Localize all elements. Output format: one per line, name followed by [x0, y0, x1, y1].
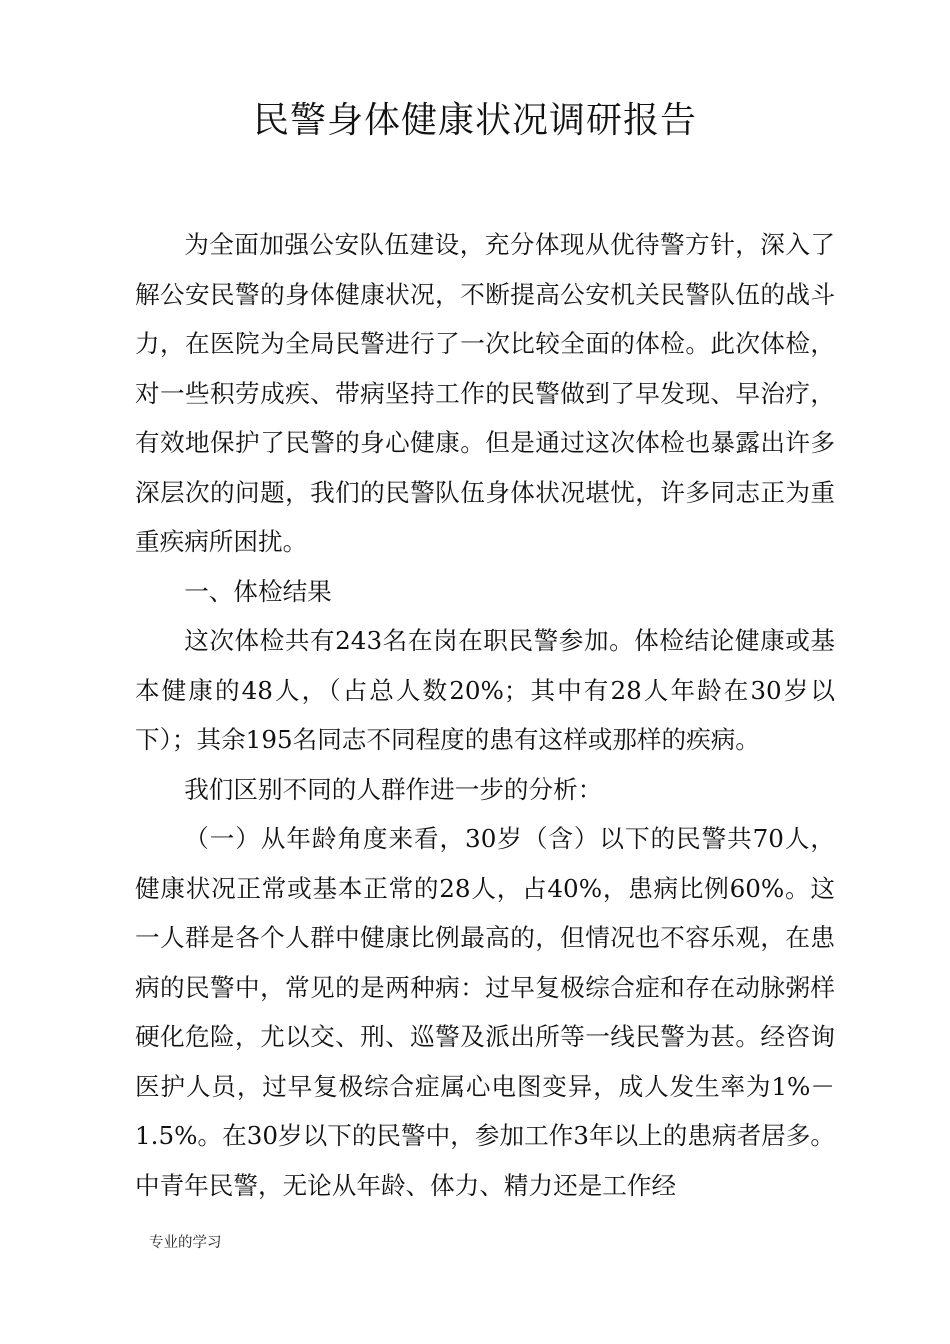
- section-heading-results: 一、体检结果: [184, 576, 332, 606]
- paragraph-results: 这次体检共有243名在岗在职民警参加。体检结论健康或基本健康的48人，（占总人数20%；其中有28人年龄在30岁以下）；其余195名同志不同程度的患有这样或那样的疾病。: [135, 626, 835, 754]
- page-footer: 专业的学习: [149, 1235, 222, 1251]
- paragraph-age-analysis: （一）从年龄角度来看，30岁（含）以下的民警共70人，健康状况正常或基本正常的28人，占40%，患病比例60%。这一人群是各个人群中健康比例最高的，但情况也不容乐观，在患病的民警中，常见的是两种病：过早复极综合症和存在动脉粥样硬化危险，尤以交、刑、巡警及派出所等一线民警为甚。经咨询医护人员，过早复极综合症属心电图变异，成人发生率为1%－1.5%。在30岁以下的民警中，参加工作3年以上的患病者居多。中青年民警，无论从年龄、体力、精力还是工作经: [135, 824, 835, 1200]
- paragraph-analysis-intro: 我们区别不同的人群作进一步的分析：: [184, 774, 603, 804]
- document-title: 民警身体健康状况调研报告: [252, 100, 697, 141]
- paragraph-intro: 为全面加强公安队伍建设，充分体现从优待警方针，深入了解公安民警的身体健康状况，不断提高公安机关民警队伍的战斗力，在医院为全局民警进行了一次比较全面的体检。此次体检，对一些积劳成疾、带病坚持工作的民警做到了早发现、早治疗，有效地保护了民警的身心健康。但是通过这次体检也暴露出许多深层次的问题，我们的民警队伍身体状况堪忧，许多同志正为重重疾病所困扰。: [135, 230, 835, 556]
- document-body: [135, 220, 835, 1210]
